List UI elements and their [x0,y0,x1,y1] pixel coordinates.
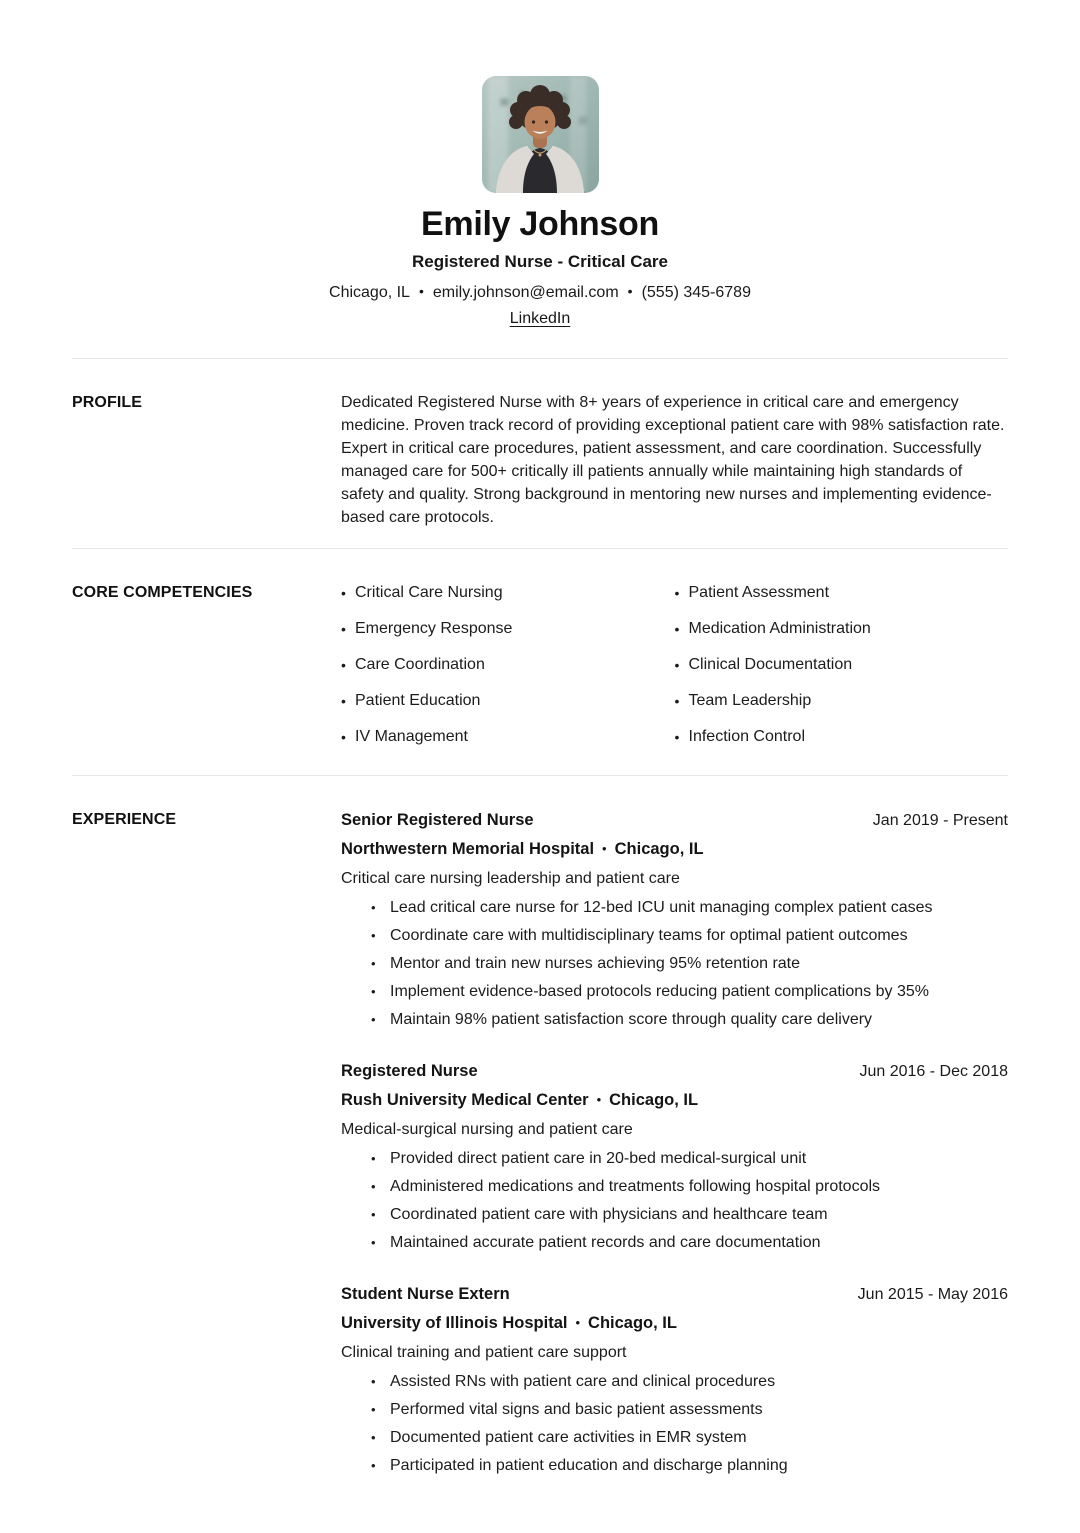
competencies-column-1 [341,581,675,749]
job-bullet [341,1399,1008,1421]
bullet-dot: • [371,1458,376,1473]
linkedin-link[interactable]: LinkedIn [509,310,571,327]
competencies-grid [341,581,1008,749]
contact-phone: (555) 345-6789 [641,284,751,301]
separator-dot: • [602,841,607,856]
job-bullets [341,1371,1008,1477]
separator-dot: • [627,283,633,299]
competency-item [341,725,675,749]
job-bullet [341,897,1008,919]
job-header [341,1282,1008,1307]
bullet-dot: • [341,621,346,637]
bullet-dot: • [371,1402,376,1417]
job-title: Senior Registered Nurse [341,811,534,829]
section-competencies [72,548,1008,775]
bullet-text: Documented patient care activities in EMR system [390,1429,747,1446]
bullet-dot: • [341,729,346,745]
bullet-text: Maintain 98% patient satisfaction score through quality care delivery [390,1011,873,1028]
job-bullet [341,1371,1008,1393]
section-experience [72,775,1008,1487]
experience-section-label: EXPERIENCE [72,811,177,828]
job-company-line [341,1088,1008,1112]
competency-item [675,617,1009,641]
competency-item [675,725,1009,749]
competency-item [341,689,675,713]
bullet-text: Assisted RNs with patient care and clinical procedures [390,1373,776,1390]
bullet-text: Implement evidence-based protocols reducing patient complications by 35% [390,983,929,1000]
job-entry [341,808,1008,1031]
bullet-dot: • [674,693,680,709]
bullet-dot: • [371,984,376,999]
bullet-dot: • [341,693,346,709]
job-bullets [341,1148,1008,1254]
job-location: Chicago, IL [609,1091,699,1109]
competencies-column-2 [675,581,1009,749]
job-header [341,808,1008,833]
job-title: Registered Nurse [341,1062,478,1080]
bullet-text: Administered medications and treatments following hospital protocols [390,1178,881,1195]
job-header [341,1059,1008,1084]
bullet-dot: • [674,585,680,601]
bullet-dot: • [371,1374,376,1389]
job-dates: Jun 2016 - Dec 2018 [859,1063,1008,1080]
contact-location: Chicago, IL [329,284,410,301]
bullet-text: IV Management [355,728,468,745]
bullet-text: Participated in patient education and discharge planning [390,1457,788,1474]
bullet-dot: • [371,1179,376,1194]
bullet-dot: • [371,928,376,943]
job-bullet [341,1232,1008,1254]
bullet-text: Coordinate care with multidisciplinary teams for optimal patient outcomes [390,927,908,944]
profile-section-label: PROFILE [72,394,143,411]
job-bullet [341,1455,1008,1477]
bullet-text: Infection Control [688,728,806,745]
bullet-dot: • [341,657,346,673]
competency-item [675,581,1009,605]
competency-item [341,617,675,641]
bullet-text: Patient Assessment [688,584,830,601]
candidate-name: Emily Johnson [421,205,659,243]
competency-item [341,653,675,677]
job-location: Chicago, IL [588,1314,677,1332]
job-bullet [341,1148,1008,1170]
bullet-dot: • [371,1012,376,1027]
separator-dot: • [575,1315,581,1330]
job-title: Student Nurse Extern [341,1285,510,1303]
bullet-dot: • [371,900,376,915]
bullet-text: Team Leadership [688,692,812,709]
bullet-dot: • [371,1207,376,1222]
bullet-dot: • [674,621,680,637]
competencies-section-label: CORE COMPETENCIES [72,584,253,601]
linkedin-line [0,307,1080,331]
section-profile [72,358,1008,548]
job-bullet [341,981,1008,1003]
bullet-text: Performed vital signs and basic patient assessments [390,1401,763,1418]
job-company-line [341,1311,1008,1335]
job-company-line [341,837,1008,861]
bullet-dot: • [371,1430,376,1445]
profile-text: Dedicated Registered Nurse with 8+ years of experience in critical care and emergency medicine. Proven track record of providing exceptional patient care with 98% satisfaction rate. Expert in critical care procedures, patient assessment, and care coordination. Successfully managed care for 500+ critically ill patients annually while maintaining high standards of safety and quality. Strong background in mentoring new nurses and implementing evidence-based care protocols. [341,394,1005,526]
competency-item [675,653,1009,677]
bullet-text: Maintained accurate patient records and care documentation [390,1234,821,1251]
bullet-text: Critical Care Nursing [355,584,503,601]
job-summary: Clinical training and patient care support [341,1344,627,1361]
job-company: University of Illinois Hospital [341,1314,568,1332]
profile-photo-illustration [482,76,599,193]
job-bullet [341,925,1008,947]
bullet-text: Clinical Documentation [688,656,853,673]
job-bullet [341,1204,1008,1226]
bullet-dot: • [674,657,680,673]
job-summary: Medical-surgical nursing and patient care [341,1121,633,1138]
bullet-text: Provided direct patient care in 20-bed medical-surgical unit [390,1150,807,1167]
contact-line [0,279,1080,305]
resume-header [0,0,1080,358]
competency-item [675,689,1009,713]
job-dates: Jan 2019 - Present [872,812,1008,829]
bullet-dot: • [674,729,680,745]
job-dates: Jun 2015 - May 2016 [857,1286,1008,1303]
bullet-text: Patient Education [355,692,481,709]
job-summary: Critical care nursing leadership and patient care [341,870,680,887]
competency-item [341,581,675,605]
separator-dot: • [418,283,424,299]
profile-photo [482,76,599,193]
bullet-dot: • [371,1235,376,1250]
candidate-headline: Registered Nurse - Critical Care [411,252,669,271]
bullet-dot: • [341,585,346,601]
job-bullets [341,897,1008,1031]
bullet-text: Medication Administration [688,620,871,637]
separator-dot: • [596,1092,602,1107]
job-entry [341,1282,1008,1477]
job-entry [341,1059,1008,1254]
job-company: Rush University Medical Center [341,1091,589,1109]
job-bullet [341,953,1008,975]
bullet-text: Coordinated patient care with physicians and healthcare team [390,1206,828,1223]
bullet-dot: • [371,1151,376,1166]
job-company: Northwestern Memorial Hospital [341,840,595,858]
job-bullet [341,1427,1008,1449]
job-location: Chicago, IL [614,840,704,858]
bullet-text: Care Coordination [355,656,485,673]
job-bullet [341,1009,1008,1031]
bullet-text: Emergency Response [355,620,513,637]
contact-email: emily.johnson@email.com [432,284,619,301]
bullet-dot: • [371,956,376,971]
bullet-text: Mentor and train new nurses achieving 95% retention rate [390,955,801,972]
job-bullet [341,1176,1008,1198]
bullet-text: Lead critical care nurse for 12-bed ICU unit managing complex patient cases [390,899,933,916]
